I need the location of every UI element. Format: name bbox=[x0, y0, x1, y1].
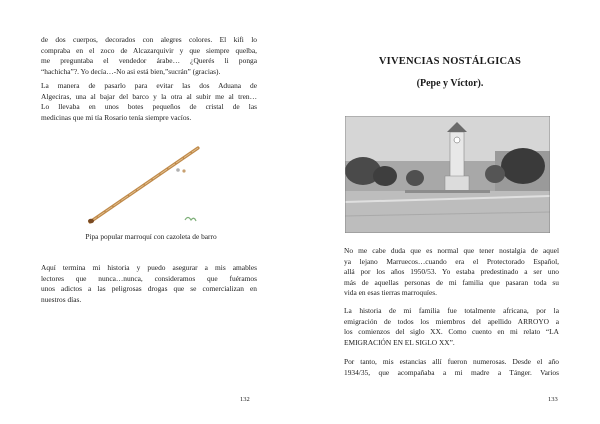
left-paragraph-1 bbox=[41, 35, 257, 77]
text-line: de dos cuerpos, decorados con alegres colores. El kifi lo bbox=[41, 35, 257, 44]
left-paragraph-2 bbox=[41, 81, 257, 123]
text-line: Lo llevaba en unos botes pequeños de cristal de las bbox=[41, 102, 257, 112]
text-line: emigración de todos los miembros del apellido ARROYO a bbox=[344, 316, 559, 326]
text-line: ya lejano Marruecos…cuando era el Protectorado Español, bbox=[344, 256, 559, 266]
text-line: La historia de mi familia fue totalmente africana, por la bbox=[344, 306, 559, 315]
right-page bbox=[300, 0, 600, 424]
text-line: los comienzos del siglo XX. Como cuento en mi relato “LA bbox=[344, 327, 559, 337]
right-paragraph-1 bbox=[344, 246, 559, 299]
text-line: vida en esas tierras marroquíes. bbox=[344, 288, 437, 298]
text-line: me preguntaba el vendedor árabe… ¿Querés li ponga bbox=[41, 56, 257, 66]
text-line: allá por los años 1950/53. Yo estaba predestinado a ser uno bbox=[344, 267, 559, 277]
text-line: lectores que nunca…nunca, consideramos que fuéramos bbox=[41, 273, 257, 283]
small-bead bbox=[182, 169, 185, 172]
leaf-decoration bbox=[185, 218, 196, 222]
text-line: La manera de pasarlo para evitar las dos Aduana de bbox=[41, 81, 257, 90]
left-paragraph-3 bbox=[41, 263, 257, 305]
text-line: 1934/35, que acompañaba a mi madre a Tánger. Varios bbox=[344, 367, 559, 377]
small-bead bbox=[176, 168, 180, 172]
chapter-title: VIVENCIAS NOSTÁLGICAS bbox=[378, 56, 522, 67]
text-line: unos adictos a las peligrosas drogas que se comercializan en bbox=[41, 284, 257, 294]
image-caption: Pipa popular marroquí con cazoleta de barro bbox=[85, 232, 217, 241]
right-paragraph-2 bbox=[344, 306, 559, 348]
text-line: medicinas que mi tía Rosario tenía siempre vacíos. bbox=[41, 112, 192, 122]
page-number: 133 bbox=[548, 396, 558, 403]
text-line: más de aquellas personas de mi familia que pasaran toda su bbox=[344, 277, 559, 287]
text-line: Por tanto, mis estancias allí fueron numerosas. Desde el año bbox=[344, 357, 559, 366]
pipe-illustration bbox=[80, 140, 220, 230]
text-line: Aquí termina mi historia y puedo asegurar a mis amables bbox=[41, 263, 257, 272]
text-line: nuestros días. bbox=[41, 294, 82, 304]
page-number: 132 bbox=[240, 396, 250, 403]
text-line: No me cabe duda que es normal que tener nostalgia de aquel bbox=[344, 246, 559, 255]
town-square-photo bbox=[345, 116, 550, 233]
text-line: “hachicha”?. Yo decía…-No asi está bien,”sucrán” (gracias). bbox=[41, 66, 221, 76]
pipe-bowl bbox=[88, 219, 94, 224]
text-line: Algeciras, una al bajar del barco y la otra al subir me al tren… bbox=[41, 91, 257, 101]
text-line: EMIGRACIÓN EN EL SIGLO XX”. bbox=[344, 337, 455, 347]
right-paragraph-3 bbox=[344, 357, 559, 378]
chapter-subtitle: (Pepe y Víctor). bbox=[416, 78, 484, 89]
text-line: compraba en el zoco de Alcazarquivir y que siempre quelba, bbox=[41, 45, 257, 55]
